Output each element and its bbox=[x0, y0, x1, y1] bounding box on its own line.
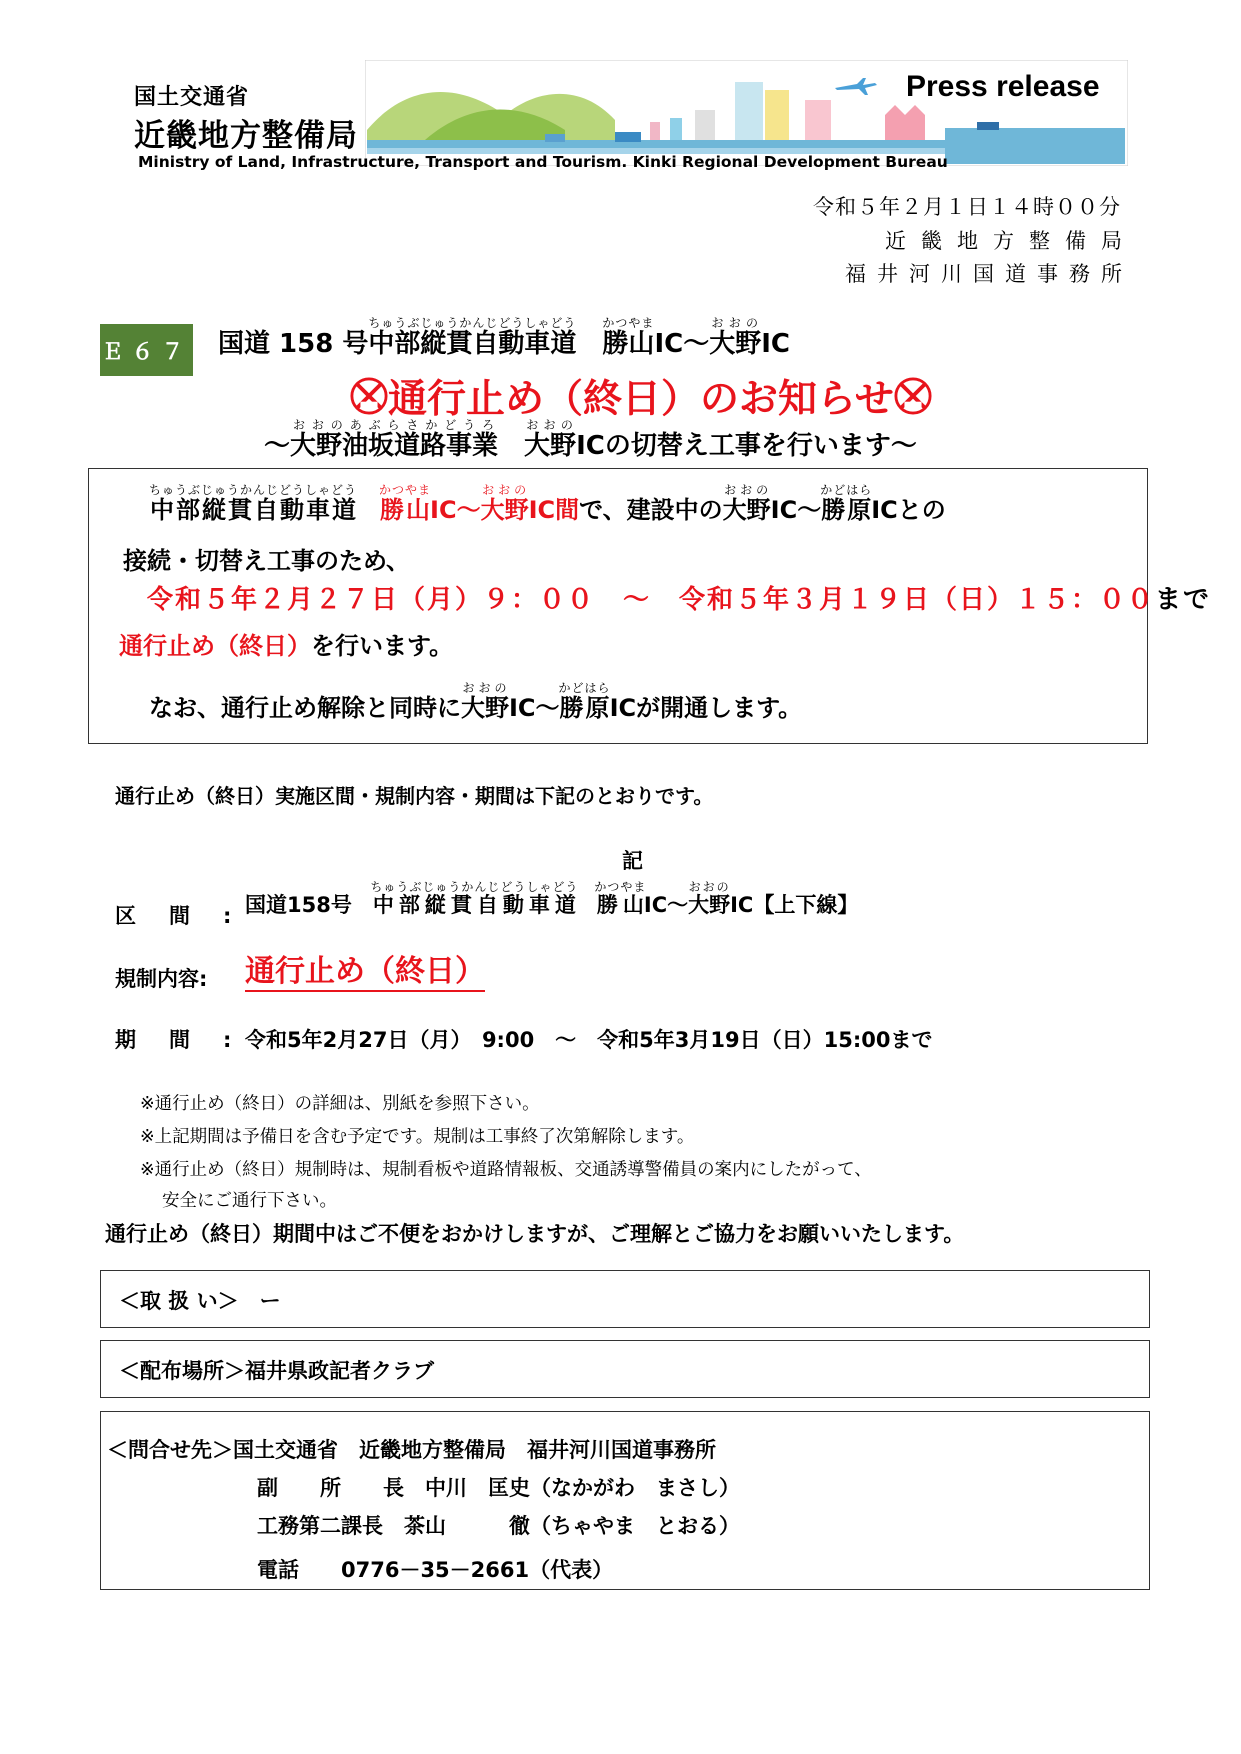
distribution-box bbox=[100, 1340, 1150, 1398]
note-item: ※通行止め（終日）規制時は、規制看板や道路情報板、交通誘導警備員の案内にしたがって、 bbox=[140, 1160, 872, 1180]
note-item-continued: 安全にご通行下さい。 bbox=[162, 1191, 337, 1211]
road-closed-icon bbox=[894, 377, 932, 415]
main-title-text: 通行止め（終日）のお知らせ bbox=[388, 377, 894, 422]
route-to: 大野おおの bbox=[709, 316, 762, 359]
notice-box bbox=[88, 468, 1212, 744]
issuer-office: 福井河川国道事務所 bbox=[845, 262, 1133, 286]
handling-box bbox=[100, 1270, 1150, 1328]
intro-text: 通行止め（終日）実施区間・規制内容・期間は下記のとおりです。 bbox=[115, 784, 714, 808]
press-release-label: Press release bbox=[906, 70, 1100, 103]
contact-phone: 電話 0776－35－2661（代表） bbox=[257, 1558, 614, 1582]
sub-title bbox=[264, 418, 917, 462]
regulation-label: 規制内容: bbox=[115, 967, 208, 991]
distribution-text: ＜配布場所＞福井県政記者クラブ bbox=[119, 1359, 434, 1383]
sub-title-rest: ICの切替え工事を行います～ bbox=[576, 431, 917, 461]
contact-person-2: 工務第二課長 茶山 徹（ちゃやま とおる） bbox=[257, 1514, 740, 1538]
release-date: 令和５年２月１日１４時００分 bbox=[813, 195, 1121, 219]
contact-box bbox=[100, 1411, 1150, 1590]
notice-line-4: 通行止め（終日）を行います。 bbox=[119, 632, 454, 660]
bureau-name: 近畿地方整備局 bbox=[134, 118, 358, 154]
period-value: 令和5年2月27日（月） 9:00 ～ 令和5年3月19日（日）15:00まで bbox=[245, 1028, 933, 1052]
route-road: 中部縦貫自動車道ちゅうぶじゅうかんじどうしゃどう bbox=[368, 316, 577, 359]
road-closed-icon bbox=[350, 377, 388, 415]
note-item: ※通行止め（終日）の詳細は、別紙を参照下さい。 bbox=[140, 1094, 540, 1114]
notice-period: 令和５年２月２７日（月）９：００ ～ 令和５年３月１９日（日）１５：００まで bbox=[147, 585, 1212, 615]
contact-person-1: 副 所 長 中川 匡史（なかがわ まさし） bbox=[257, 1476, 740, 1500]
route-from-ic: IC～ bbox=[654, 329, 710, 359]
ki-heading: 記 bbox=[622, 849, 643, 873]
regulation-value: 通行止め（終日） bbox=[245, 954, 485, 992]
handling-text: ＜取 扱 い＞ ー bbox=[119, 1289, 281, 1313]
note-item: ※上記期間は予備日を含む予定です。規制は工事終了次第解除します。 bbox=[140, 1127, 695, 1147]
route-from: 勝山かつやま bbox=[602, 316, 655, 359]
sub-project: 大野油坂道路事業おおのあぶらさかどうろ bbox=[290, 418, 499, 461]
sub-title-tilde: ～ bbox=[264, 431, 291, 461]
section-label: 区間: bbox=[115, 904, 265, 928]
sub-ic: 大野おおの bbox=[524, 418, 577, 461]
route-to-ic: IC bbox=[761, 329, 790, 359]
notice-line-5: なお、通行止め解除と同時に大野おおのIC～勝原かどはらICが開通します。 bbox=[149, 681, 803, 722]
closing-text: 通行止め（終日）期間中はご不便をおかけしますが、ご理解とご協力をお願いいたします。 bbox=[105, 1222, 965, 1246]
main-title bbox=[350, 368, 932, 424]
period-label: 期間: bbox=[115, 1028, 265, 1052]
contact-office: ＜問合せ先＞国土交通省 近畿地方整備局 福井河川国道事務所 bbox=[107, 1438, 716, 1462]
route-prefix: 国道 158 号 bbox=[218, 329, 369, 359]
ministry-name: 国土交通省 bbox=[134, 85, 250, 110]
section-value: 国道158号 中部縦貫自動車道ちゅうぶじゅうかんじどうしゃどう 勝山かつやまIC～大野おおのIC【上下線】 bbox=[245, 880, 859, 917]
notice-line-1: 中部縦貫自動車道ちゅうぶじゅうかんじどうしゃどう 勝山かつやまIC～大野おおのIC間で、建設中の大野おおのIC～勝原かどはらICとの bbox=[149, 483, 946, 524]
ministry-english-name: Ministry of Land, Infrastructure, Transport and Tourism. Kinki Regional Development Bureau bbox=[138, 153, 948, 171]
route-number-badge: Ｅ６７ bbox=[100, 324, 193, 376]
issuer-bureau: 近畿地方整備局 bbox=[885, 229, 1137, 253]
notice-line-2: 接続・切替え工事のため、 bbox=[123, 547, 411, 575]
route-title bbox=[218, 316, 790, 360]
